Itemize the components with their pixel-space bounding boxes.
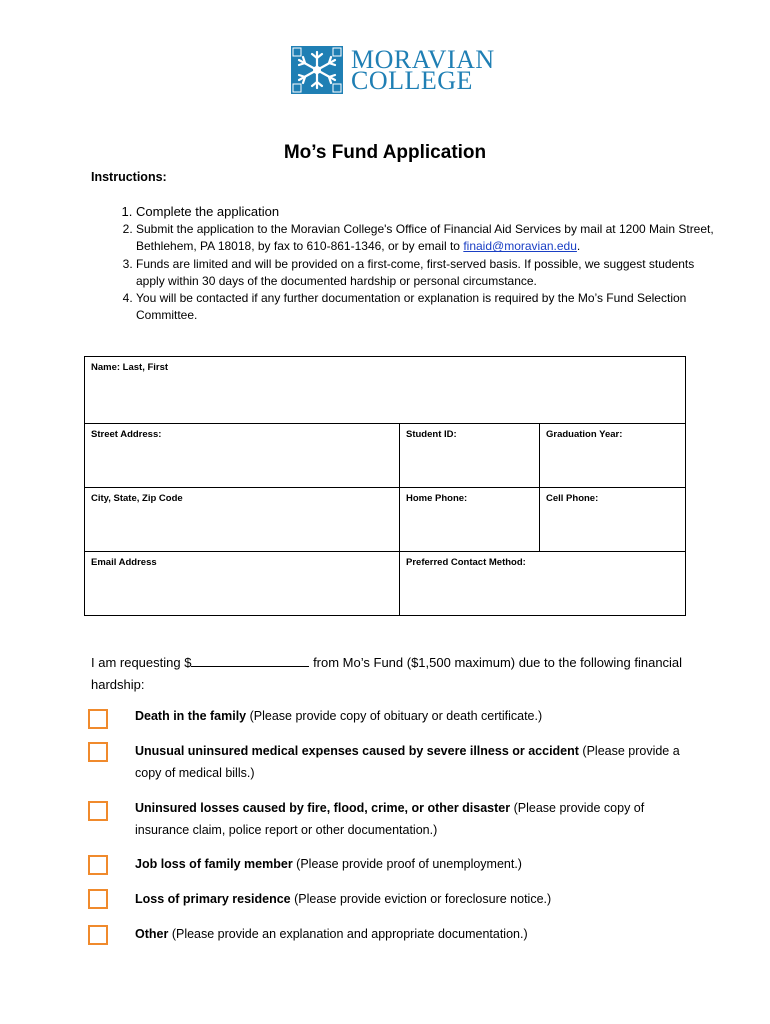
option-title: Death in the family xyxy=(135,709,247,723)
instruction-item xyxy=(136,221,716,256)
option-detail: (Please provide copy of insurance claim, police report or other documentation.) xyxy=(135,801,645,837)
home-phone-label: Home Phone: xyxy=(406,493,468,504)
email-address-label: Email Address xyxy=(91,557,157,568)
preferred-contact-method-field[interactable] xyxy=(399,551,685,615)
college-logo xyxy=(291,45,495,96)
checkbox-job-loss[interactable] xyxy=(88,855,108,875)
city-state-zip-field[interactable] xyxy=(85,487,399,551)
page-title: Mo’s Fund Application xyxy=(283,142,487,163)
home-phone-field[interactable] xyxy=(399,487,539,551)
name-field[interactable] xyxy=(85,357,685,423)
instructions-label: Instructions: xyxy=(91,170,167,184)
request-prefix: I am requesting $ xyxy=(91,655,192,670)
request-statement xyxy=(91,652,691,696)
option-detail: (Please provide proof of unemployment.) xyxy=(292,857,522,871)
instruction-text: Submit the application to the Moravian College's Office of Financial Aid Services by mail at 1200 Main Street, Bethlehem, PA 18018, by fax to 610-861-1346, or by email to xyxy=(136,222,714,254)
instruction-item: 4. You will be contacted if any further documentation or explanation is required by the Mo’s Fund Selection Committee. xyxy=(136,290,716,325)
option-detail: (Please provide an explanation and appropriate documentation.) xyxy=(168,927,528,941)
option-detail: (Please provide eviction or foreclosure notice.) xyxy=(290,892,552,906)
student-id-field[interactable] xyxy=(399,423,539,487)
checkbox-loss-of-residence[interactable] xyxy=(88,889,108,909)
cell-phone-label: Cell Phone: xyxy=(546,493,599,504)
street-address-label: Street Address: xyxy=(91,429,162,440)
option-death-in-family xyxy=(135,705,695,727)
option-title: Other xyxy=(135,927,169,941)
graduation-year-label: Graduation Year: xyxy=(546,429,623,440)
name-label: Name: Last, First xyxy=(91,362,169,373)
logo-text-college: COLLEGE xyxy=(351,66,473,95)
option-medical-expenses xyxy=(135,740,695,784)
instructions-list xyxy=(110,203,716,325)
option-title: Loss of primary residence xyxy=(135,892,291,906)
checkbox-medical-expenses[interactable] xyxy=(88,742,108,762)
option-title: Job loss of family member xyxy=(135,857,293,871)
email-address-field[interactable] xyxy=(85,551,399,615)
instruction-text-end: . xyxy=(576,239,581,254)
cell-phone-field[interactable] xyxy=(539,487,685,551)
option-job-loss xyxy=(135,853,695,875)
street-address-field[interactable] xyxy=(85,423,399,487)
instruction-item: 1. Complete the application xyxy=(136,203,716,220)
checkbox-death-in-family[interactable] xyxy=(88,709,108,729)
option-title: Unusual uninsured medical expenses caused by severe illness or accident xyxy=(135,744,579,758)
option-uninsured-losses xyxy=(135,797,695,841)
city-state-zip-label: City, State, Zip Code xyxy=(91,493,183,504)
snowflake-logo-icon xyxy=(291,46,343,94)
finaid-email-link[interactable]: finaid@moravian.edu xyxy=(463,239,577,254)
checkbox-uninsured-losses[interactable] xyxy=(88,801,108,821)
preferred-contact-method-label: Preferred Contact Method: xyxy=(406,557,526,568)
applicant-info-table xyxy=(84,356,686,616)
student-id-label: Student ID: xyxy=(406,429,457,440)
request-suffix: from Mo’s Fund ($1,500 maximum) due to the following financial hardship: xyxy=(91,655,683,692)
option-detail: (Please provide copy of obituary or death certificate.) xyxy=(246,709,543,723)
checkbox-other[interactable] xyxy=(88,925,108,945)
instruction-item: 3. Funds are limited and will be provided on a first-come, first-served basis. If possible, we suggest students apply within 30 days of the documented hardship or personal circumstance. xyxy=(136,256,716,291)
graduation-year-field[interactable] xyxy=(539,423,685,487)
option-loss-of-residence xyxy=(135,888,695,910)
option-other xyxy=(135,923,695,945)
amount-blank-field[interactable] xyxy=(191,653,309,667)
option-title: Uninsured losses caused by fire, flood, crime, or other disaster xyxy=(135,801,511,815)
logo-text-moravian: MORAVIAN xyxy=(351,45,495,74)
option-detail: (Please provide a copy of medical bills.) xyxy=(135,744,680,780)
